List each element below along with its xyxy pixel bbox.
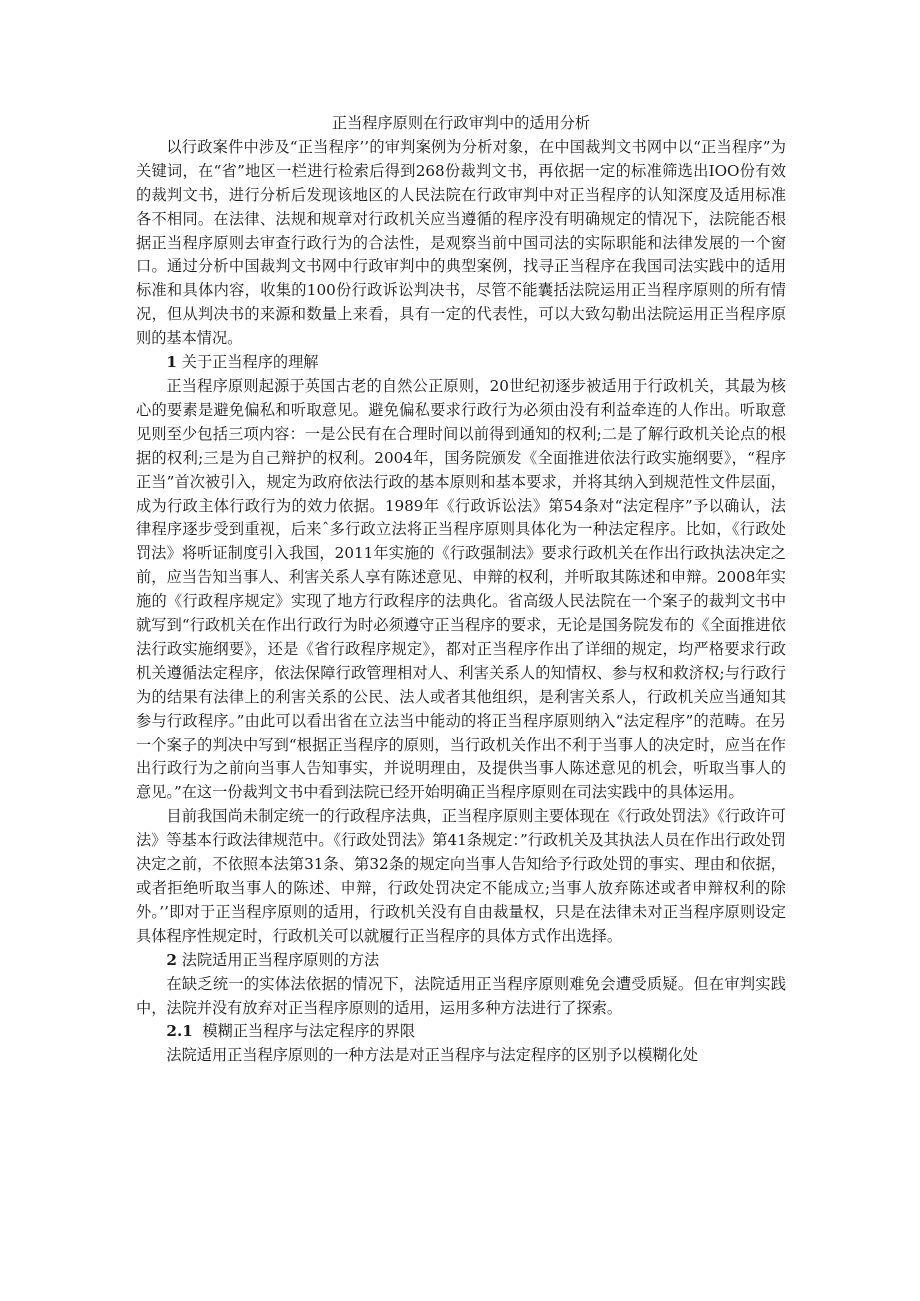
section-2-paragraph-1: 在缺乏统一的实体法依据的情况下，法院适用正当程序原则难免会遭受质疑。但在审判实践中，法院并没有放弃对正当程序原则的适用，运用多种方法进行了探索。 — [136, 974, 786, 1017]
section-1-title: 关于正当程序的理解 — [181, 353, 319, 372]
section-2-1-heading — [136, 1020, 786, 1044]
section-2-1-number: 2.1 — [166, 1022, 193, 1041]
section-1-paragraph-2: 目前我国尚未制定统一的行政程序法典，正当程序原则主要体现在《行政处罚法》《行政许可法》等基本行政法律规范中。《行政处罚法》第41条规定：”行政机关及其执法人员在作出行政处罚决定之前，不依照本法第31条、第32条的规定向当事人告知给予行政处罚的事实、理由和依据，或者拒绝听取当事人的陈述、申辩，行政处罚决定不能成立;当事人放弃陈述或者申辩权利的除外。’’即对于正当程序原则的适用，行政机关没有自由裁量权，只是在法律未对正当程序原则设定具体程序性规定时，行政机关可以就履行正当程序的具体方式作出选择。 — [136, 807, 786, 945]
section-1-paragraph-1: 正当程序原则起源于英国古老的自然公正原则，20世纪初逐步被适用于行政机关，其最为核心的要素是避免偏私和听取意见。避免偏私要求行政行为必须由没有利益牵连的人作出。听取意见则至少包括三项内容：一是公民有在合理时间以前得到通知的权利;二是了解行政机关论点的根据的权利;三是为自己辩护的权利。2004年，国务院颁发《全面推进依法行政实施纲要》，“程序正当”首次被引入，规定为政府依法行政的基本原则和基本要求，并将其纳入到规范性文件层面，成为行政主体行政行为的效力依据。1989年《行政诉讼法》第54条对“法定程序”予以确认，法律程序逐步受到重视，后来ˆ多行政立法将正当程序原则具体化为一种法定程序。比如，《行政处罚法》将听证制度引入我国，2011年实施的《行政强制法》要求行政机关在作出行政执法决定之前，应当告知当事人、利害关系人享有陈述意见、申辩的权利，并听取其陈述和申辩。2008年实施的《行政程序规定》实现了地方行政程序的法典化。省高级人民法院在一个案子的裁判文书中就写到“行政机关在作出行政行为时必须遵守正当程序的要求，无论是国务院发布的《全面推进依法行政实施纲要》，还是《省行政程序规定》，都对正当程序作出了详细的规定，均严格要求行政机关遵循法定程序，依法保障行政管理相对人、利害关系人的知情权、参与权和救济权;与行政行为的结果有法律上的利害关系的公民、法人或者其他组织，是利害关系人，行政机关应当通知其参与行政程序。”由此可以看出省在立法当中能动的将正当程序原则纳入“法定程序”的范畴。在另一个案子的判决中写到“根据正当程序的原则，当行政机关作出不利于当事人的决定时，应当在作出行政行为之前向当事人告知事实，并说明理由，及提供当事人陈述意见的机会，听取当事人的意见。”在这一份裁判文书中看到法院已经开始明确正当程序原则在司法实践中的具体运用。 — [136, 376, 786, 802]
section-2-1-title: 模糊正当程序与法定程序的界限 — [202, 1022, 416, 1041]
document-title: 正当程序原则在行政审判中的适用分析 — [331, 114, 591, 132]
section-1-heading — [136, 351, 786, 375]
section-2-number: 2 — [166, 950, 177, 969]
section-2-heading — [136, 949, 786, 973]
section-2-1-paragraph-1: 法院适用正当程序原则的一种方法是对正当程序与法定程序的区别予以模糊化处 — [166, 1046, 698, 1065]
section-2-title: 法院适用正当程序原则的方法 — [181, 950, 380, 969]
document-page — [136, 112, 786, 1068]
section-1-number: 1 — [166, 353, 177, 372]
intro-paragraph: 以行政案件中涉及“正当程序’’的审判案例为分析对象，在中国裁判文书网中以“正当程序”为关键词，在“省”地区一栏进行检索后得到268份裁判文书，再依据一定的标准筛选出IOO份有效的裁判文书，进行分析后发现该地区的人民法院在行政审判中对正当程序的认知深度及适用标准各不相同。在法律、法规和规章对行政机关应当遵循的程序没有明确规定的情况下，法院能否根据正当程序原则去审查行政行为的合法性，是观察当前中国司法的实际职能和法律发展的一个窗口。通过分析中国裁判文书网中行政审判中的典型案例，找寻正当程序在我国司法实践中的适用标准和具体内容，收集的100份行政诉讼判决书，尽管不能囊括法院运用正当程序原则的所有情况，但从判决书的来源和数量上来看，具有一定的代表性，可以大致勾勒出法院运用正当程序原则的基本情况。 — [136, 137, 786, 348]
